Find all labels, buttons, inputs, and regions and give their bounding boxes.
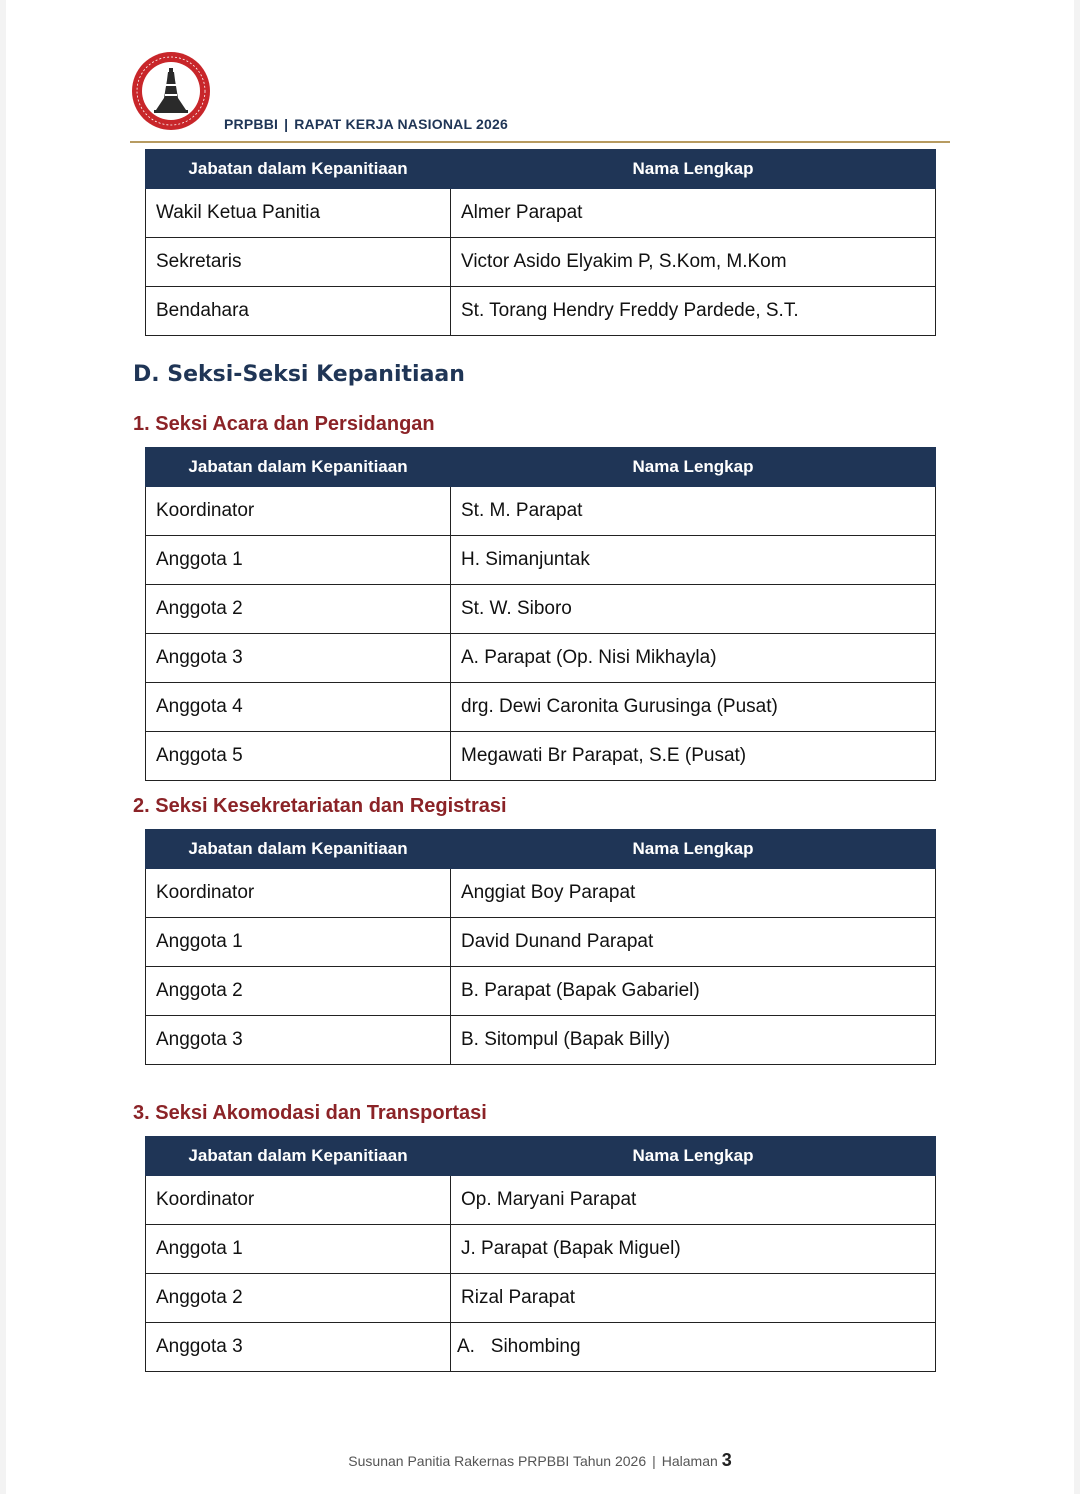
column-header-role: Jabatan dalam Kepanitiaan xyxy=(146,1137,451,1176)
name-cell: St. M. Parapat xyxy=(451,487,936,536)
table-row xyxy=(146,1176,936,1225)
column-header-name: Nama Lengkap xyxy=(451,150,936,189)
table-header-row xyxy=(146,448,936,487)
column-header-name: Nama Lengkap xyxy=(451,448,936,487)
table-row xyxy=(146,287,936,336)
footer-page-label: Halaman xyxy=(661,1453,718,1469)
name-cell: Megawati Br Parapat, S.E (Pusat) xyxy=(451,732,936,781)
role-cell: Anggota 5 xyxy=(146,732,451,781)
role-cell: Bendahara xyxy=(146,287,451,336)
table-row xyxy=(146,967,936,1016)
name-cell: Anggiat Boy Parapat xyxy=(451,869,936,918)
name-cell: St. Torang Hendry Freddy Pardede, S.T. xyxy=(451,287,936,336)
role-cell: Wakil Ketua Panitia xyxy=(146,189,451,238)
table-row xyxy=(146,732,936,781)
page-footer xyxy=(0,1450,1080,1471)
table-row xyxy=(146,189,936,238)
header-org: PRPBBI xyxy=(224,116,279,132)
table-row xyxy=(146,585,936,634)
table-row xyxy=(146,634,936,683)
role-cell: Anggota 2 xyxy=(146,967,451,1016)
role-cell: Anggota 1 xyxy=(146,536,451,585)
table-row xyxy=(146,918,936,967)
column-header-role: Jabatan dalam Kepanitiaan xyxy=(146,448,451,487)
role-cell: Sekretaris xyxy=(146,238,451,287)
table-row xyxy=(146,487,936,536)
name-cell: A. Parapat (Op. Nisi Mikhayla) xyxy=(451,634,936,683)
table-header-row xyxy=(146,1137,936,1176)
table-row xyxy=(146,1323,936,1372)
name-cell: A. Sihombing xyxy=(451,1323,936,1372)
seksi-1-title: 1. Seksi Acara dan Persidangan xyxy=(133,413,435,435)
page-number: 3 xyxy=(721,1450,732,1470)
role-cell: Anggota 3 xyxy=(146,634,451,683)
role-cell: Anggota 1 xyxy=(146,1225,451,1274)
name-cell: St. W. Siboro xyxy=(451,585,936,634)
table-header-row xyxy=(146,830,936,869)
role-cell: Anggota 2 xyxy=(146,1274,451,1323)
name-cell: Rizal Parapat xyxy=(451,1274,936,1323)
table-row xyxy=(146,1274,936,1323)
table-row xyxy=(146,238,936,287)
table-header-row xyxy=(146,150,936,189)
name-cell: B. Parapat (Bapak Gabariel) xyxy=(451,967,936,1016)
column-header-name: Nama Lengkap xyxy=(451,1137,936,1176)
seksi-3-title: 3. Seksi Akomodasi dan Transportasi xyxy=(133,1102,487,1124)
footer-separator: | xyxy=(652,1453,656,1469)
column-header-name: Nama Lengkap xyxy=(451,830,936,869)
role-cell: Anggota 1 xyxy=(146,918,451,967)
leadership-table xyxy=(145,149,936,336)
name-cell: David Dunand Parapat xyxy=(451,918,936,967)
role-cell: Koordinator xyxy=(146,869,451,918)
name-cell: Victor Asido Elyakim P, S.Kom, M.Kom xyxy=(451,238,936,287)
name-cell: B. Sitompul (Bapak Billy) xyxy=(451,1016,936,1065)
table-row xyxy=(146,536,936,585)
name-cell: Almer Parapat xyxy=(451,189,936,238)
role-cell: Anggota 2 xyxy=(146,585,451,634)
name-cell: Op. Maryani Parapat xyxy=(451,1176,936,1225)
role-cell: Anggota 3 xyxy=(146,1323,451,1372)
name-cell: H. Simanjuntak xyxy=(451,536,936,585)
role-cell: Koordinator xyxy=(146,1176,451,1225)
seksi-3-table xyxy=(145,1136,936,1372)
prpbbi-seal-icon xyxy=(130,50,212,132)
seksi-2-title: 2. Seksi Kesekretariatan dan Registrasi xyxy=(133,795,507,817)
header-separator: | xyxy=(284,116,289,132)
column-header-role: Jabatan dalam Kepanitiaan xyxy=(146,830,451,869)
seksi-1-table xyxy=(145,447,936,781)
table-row xyxy=(146,869,936,918)
seksi-2-table xyxy=(145,829,936,1065)
header-divider xyxy=(130,141,950,143)
column-header-role: Jabatan dalam Kepanitiaan xyxy=(146,150,451,189)
document-header xyxy=(224,116,508,132)
table-row xyxy=(146,683,936,732)
footer-text: Susunan Panitia Rakernas PRPBBI Tahun 2026 xyxy=(348,1453,647,1469)
role-cell: Anggota 4 xyxy=(146,683,451,732)
role-cell: Koordinator xyxy=(146,487,451,536)
header-event: RAPAT KERJA NASIONAL 2026 xyxy=(294,116,508,132)
name-cell: J. Parapat (Bapak Miguel) xyxy=(451,1225,936,1274)
table-row xyxy=(146,1016,936,1065)
section-d-title: D. Seksi-Seksi Kepanitiaan xyxy=(133,362,465,387)
name-cell: drg. Dewi Caronita Gurusinga (Pusat) xyxy=(451,683,936,732)
table-row xyxy=(146,1225,936,1274)
role-cell: Anggota 3 xyxy=(146,1016,451,1065)
